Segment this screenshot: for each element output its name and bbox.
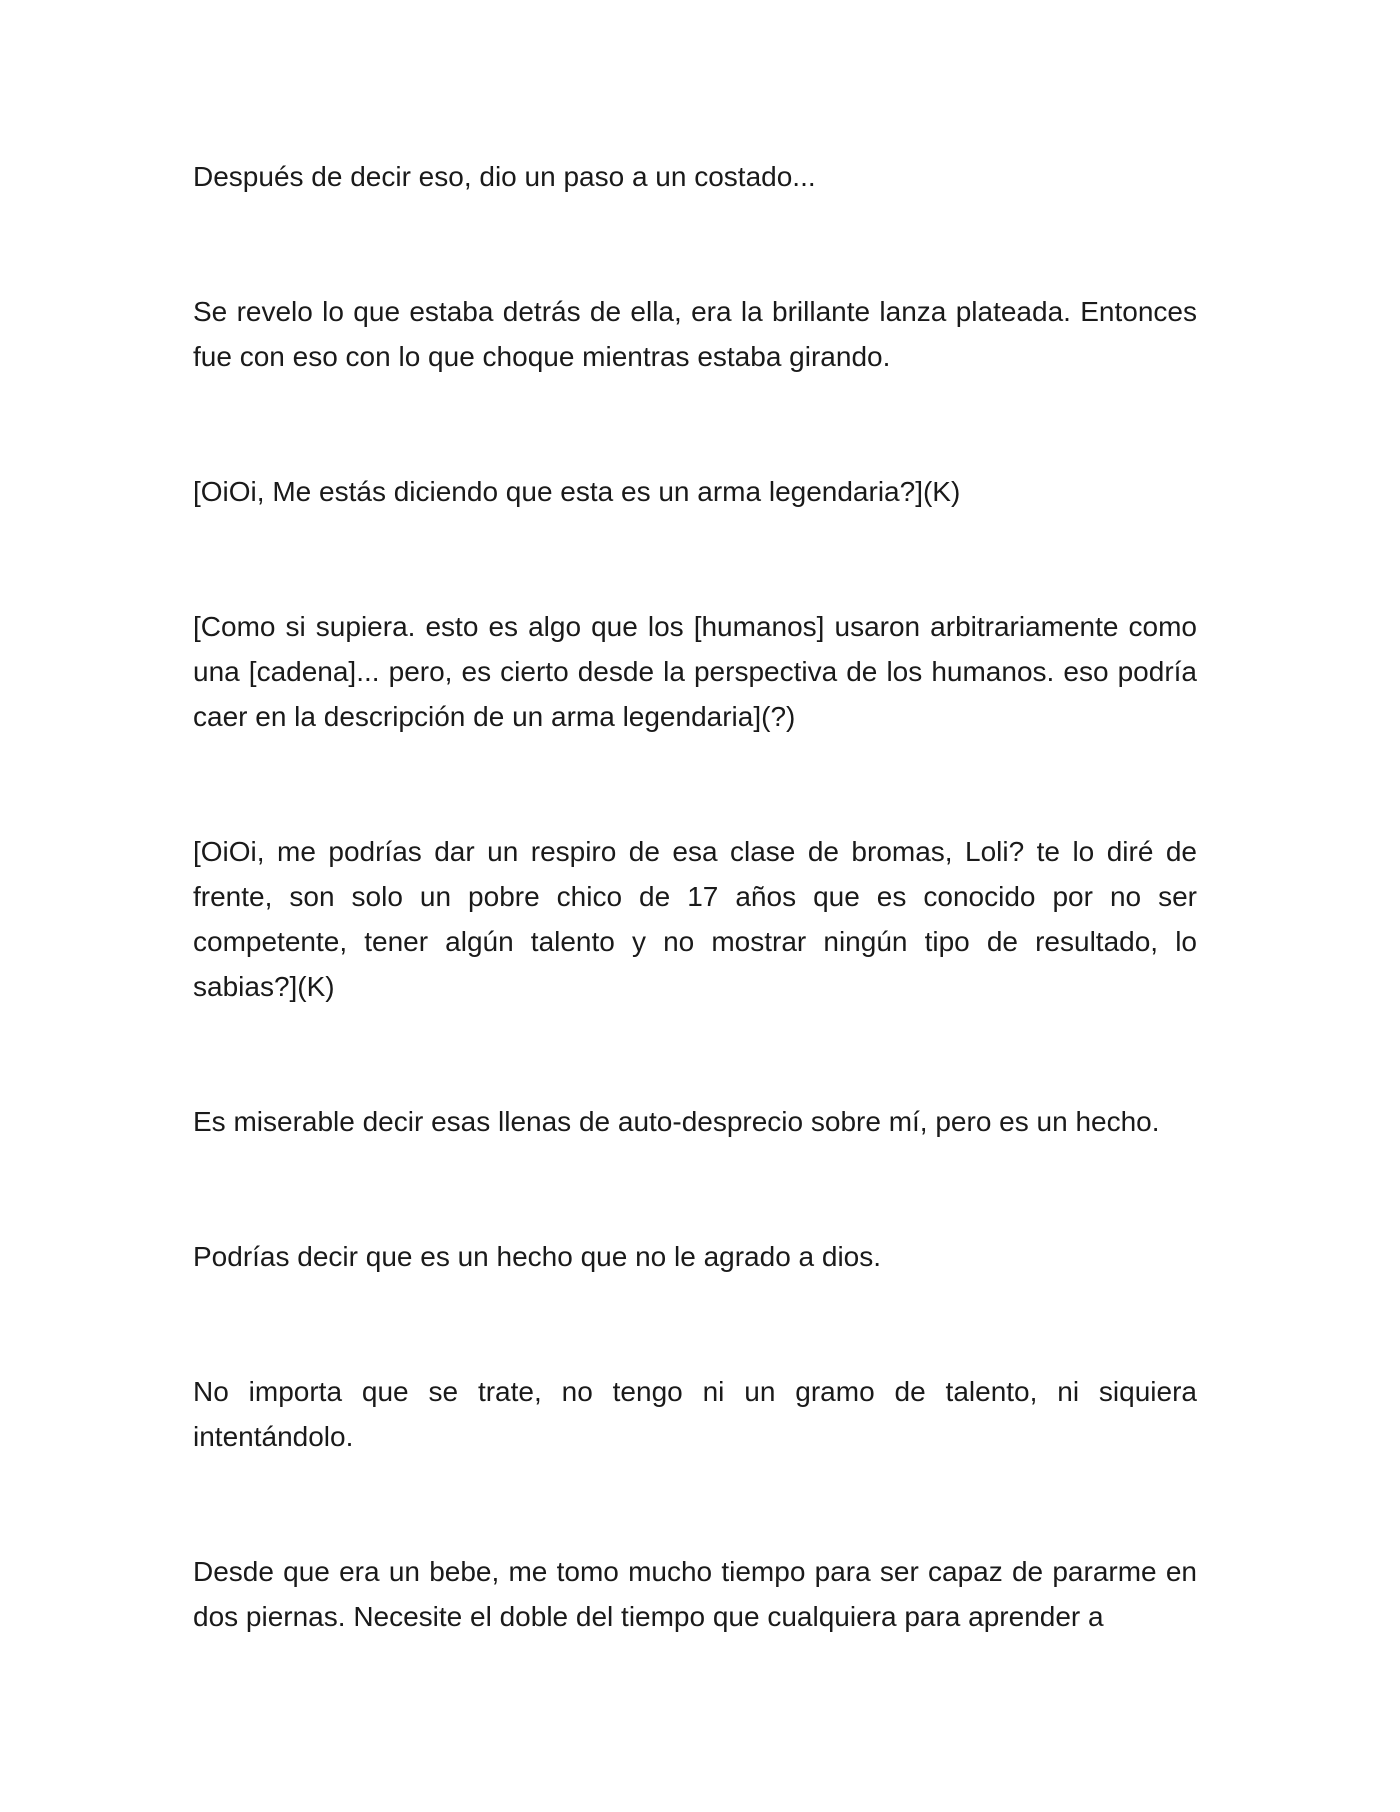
paragraph-9: Desde que era un bebe, me tomo mucho tiempo para ser capaz de pararme en dos piernas. Necesite el doble del tiempo que cualquiera para aprender a: [193, 1556, 1197, 1632]
paragraph-3: [OiOi, Me estás diciendo que esta es un arma legendaria?](K): [193, 476, 961, 507]
text-column: [193, 154, 1197, 1639]
paragraph-1: Después de decir eso, dio un paso a un costado...: [193, 161, 816, 192]
paragraph-8: No importa que se trate, no tengo ni un gramo de talento, ni siquiera intentándolo.: [193, 1376, 1197, 1452]
paragraph-5: [OiOi, me podrías dar un respiro de esa clase de bromas, Loli? te lo diré de frente, son solo un pobre chico de 17 años que es conocido por no ser competente, tener algún talento y no mostrar ningún tipo de resultado, lo sabias?](K): [193, 836, 1197, 1002]
paragraph-6: Es miserable decir esas llenas de auto-desprecio sobre mí, pero es un hecho.: [193, 1106, 1160, 1137]
paragraph-4: [Como si supiera. esto es algo que los [humanos] usaron arbitrariamente como una [cadena]... pero, es cierto desde la perspectiva de los humanos. eso podría caer en la descripción de un arma legendaria](?): [193, 611, 1197, 732]
paragraph-2: Se revelo lo que estaba detrás de ella, era la brillante lanza plateada. Entonces fue con eso con lo que choque mientras estaba girando.: [193, 296, 1197, 372]
paragraph-7: Podrías decir que es un hecho que no le agrado a dios.: [193, 1241, 882, 1272]
